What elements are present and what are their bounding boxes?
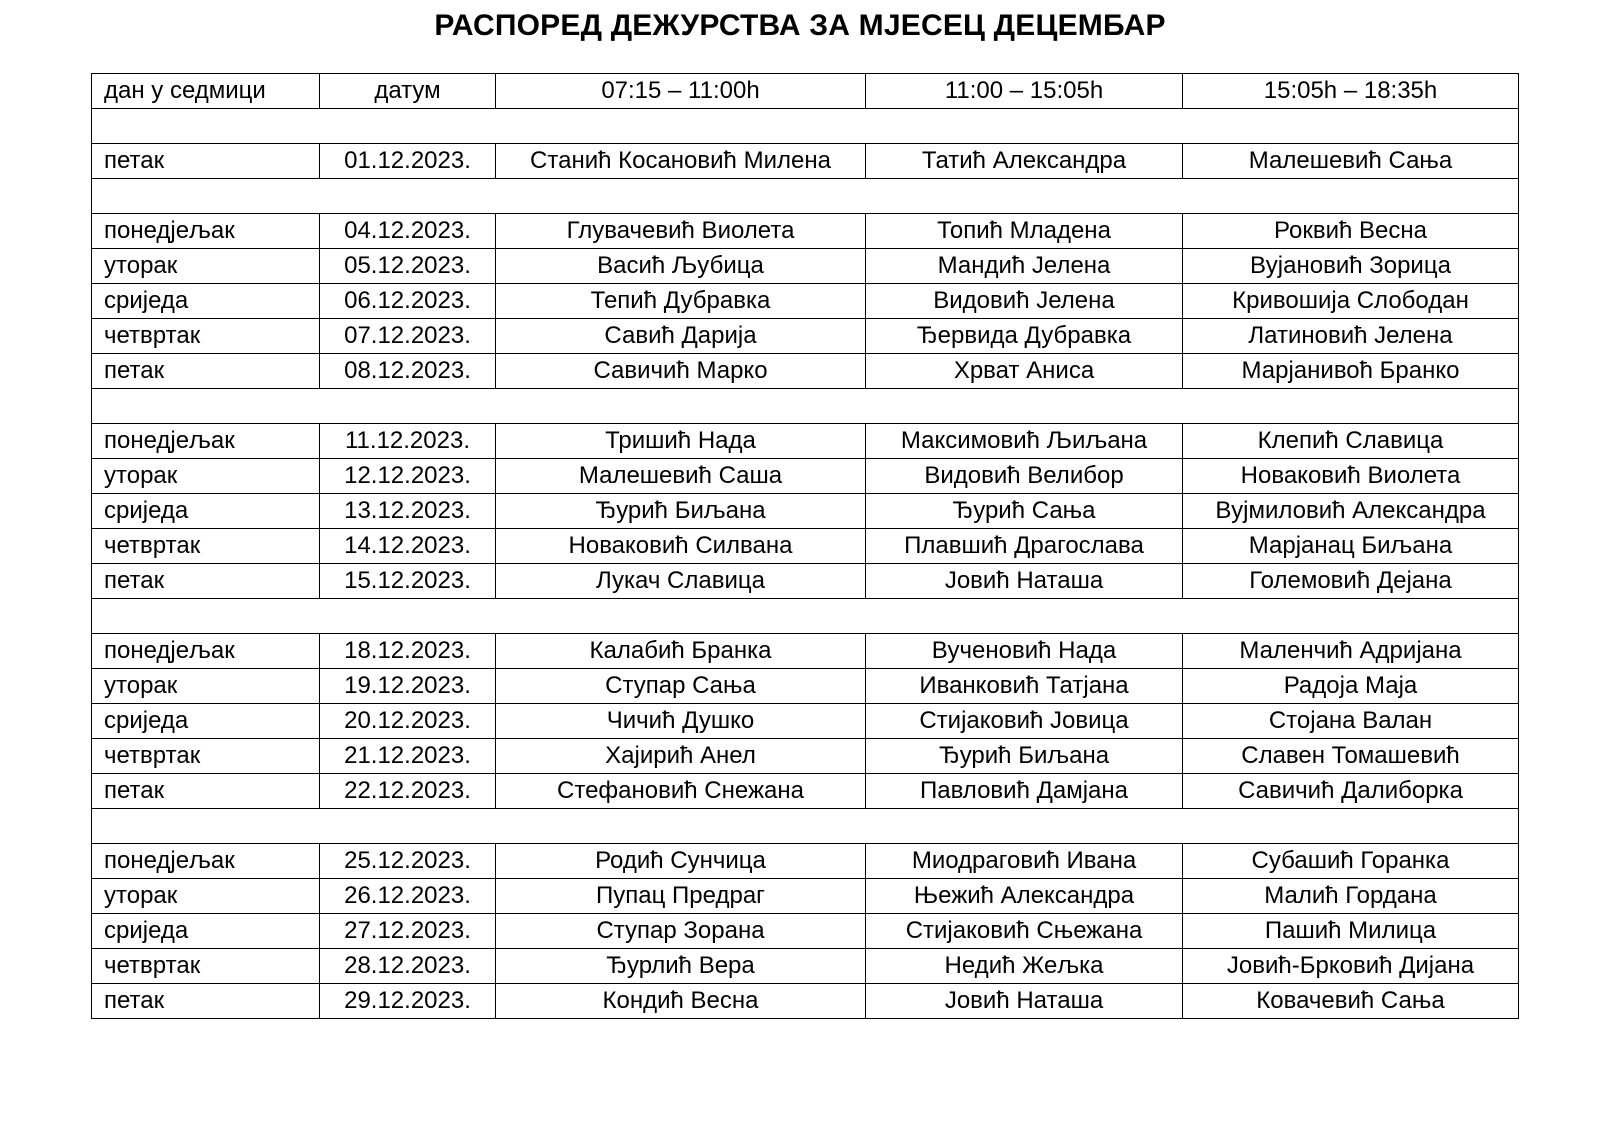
header-date: датум	[320, 74, 496, 109]
date-cell: 13.12.2023.	[320, 494, 496, 529]
day-cell: петак	[92, 984, 320, 1019]
day-cell: петак	[92, 774, 320, 809]
day-cell: уторак	[92, 249, 320, 284]
date-cell: 05.12.2023.	[320, 249, 496, 284]
shift-afternoon-cell: Субашић Горанка	[1183, 844, 1519, 879]
table-row	[92, 844, 1519, 879]
shift-morning-cell: Тепић Дубравка	[496, 284, 866, 319]
table-row	[92, 879, 1519, 914]
shift-afternoon-cell: Латиновић Јелена	[1183, 319, 1519, 354]
table-row	[92, 914, 1519, 949]
shift-morning-cell: Станић Косановић Милена	[496, 144, 866, 179]
shift-morning-cell: Ђурић Биљана	[496, 494, 866, 529]
table-row	[92, 669, 1519, 704]
table-row	[92, 319, 1519, 354]
date-cell: 29.12.2023.	[320, 984, 496, 1019]
shift-morning-cell: Ступар Зорана	[496, 914, 866, 949]
shift-afternoon-cell: Стојана Валан	[1183, 704, 1519, 739]
shift-midday-cell: Стијаковић Сњежана	[866, 914, 1183, 949]
week-separator-row	[92, 599, 1519, 634]
table-row	[92, 494, 1519, 529]
document-title: РАСПОРЕД ДЕЖУРСТВА ЗА МЈЕСЕЦ ДЕЦЕМБАР	[434, 9, 1166, 42]
shift-afternoon-cell: Јовић-Брковић Дијана	[1183, 949, 1519, 984]
week-separator-row	[92, 109, 1519, 144]
shift-midday-cell: Плавшић Драгослава	[866, 529, 1183, 564]
shift-afternoon-cell: Вујмиловић Александра	[1183, 494, 1519, 529]
shift-morning-cell: Малешевић Саша	[496, 459, 866, 494]
shift-afternoon-cell: Радоја Маја	[1183, 669, 1519, 704]
shift-afternoon-cell: Големовић Дејана	[1183, 564, 1519, 599]
table-row	[92, 564, 1519, 599]
date-cell: 28.12.2023.	[320, 949, 496, 984]
shift-midday-cell: Иванковић Татјана	[866, 669, 1183, 704]
week-separator-cell	[92, 809, 1519, 844]
table-row	[92, 739, 1519, 774]
day-cell: четвртак	[92, 949, 320, 984]
shift-morning-cell: Чичић Душко	[496, 704, 866, 739]
date-cell: 26.12.2023.	[320, 879, 496, 914]
day-cell: понедјељак	[92, 844, 320, 879]
day-cell: сриједа	[92, 704, 320, 739]
date-cell: 25.12.2023.	[320, 844, 496, 879]
shift-morning-cell: Ступар Сања	[496, 669, 866, 704]
duty-schedule-table	[91, 73, 1519, 1019]
date-cell: 27.12.2023.	[320, 914, 496, 949]
header-shift-morning: 07:15 – 11:00h	[496, 74, 866, 109]
shift-morning-cell: Новаковић Силвана	[496, 529, 866, 564]
shift-morning-cell: Тришић Нада	[496, 424, 866, 459]
shift-midday-cell: Ђурић Сања	[866, 494, 1183, 529]
week-separator-cell	[92, 389, 1519, 424]
week-separator-cell	[92, 599, 1519, 634]
day-cell: понедјељак	[92, 214, 320, 249]
table-row	[92, 214, 1519, 249]
date-cell: 19.12.2023.	[320, 669, 496, 704]
shift-afternoon-cell: Кривошија Слободан	[1183, 284, 1519, 319]
shift-morning-cell: Хајирић Анел	[496, 739, 866, 774]
table-row	[92, 424, 1519, 459]
header-shift-afternoon: 15:05h – 18:35h	[1183, 74, 1519, 109]
table-row	[92, 774, 1519, 809]
table-row	[92, 529, 1519, 564]
day-cell: сриједа	[92, 284, 320, 319]
date-cell: 15.12.2023.	[320, 564, 496, 599]
shift-afternoon-cell: Клепић Славица	[1183, 424, 1519, 459]
shift-midday-cell: Њежић Александра	[866, 879, 1183, 914]
shift-morning-cell: Пупац Предраг	[496, 879, 866, 914]
shift-afternoon-cell: Новаковић Виолета	[1183, 459, 1519, 494]
table-row	[92, 704, 1519, 739]
header-shift-midday: 11:00 – 15:05h	[866, 74, 1183, 109]
shift-afternoon-cell: Роквић Весна	[1183, 214, 1519, 249]
table-row	[92, 984, 1519, 1019]
shift-morning-cell: Стефановић Снежана	[496, 774, 866, 809]
shift-midday-cell: Вученовић Нада	[866, 634, 1183, 669]
shift-morning-cell: Лукач Славица	[496, 564, 866, 599]
shift-afternoon-cell: Вујановић Зорица	[1183, 249, 1519, 284]
day-cell: петак	[92, 564, 320, 599]
shift-midday-cell: Видовић Велибор	[866, 459, 1183, 494]
day-cell: уторак	[92, 459, 320, 494]
shift-morning-cell: Глувачевић Виолета	[496, 214, 866, 249]
table-row	[92, 284, 1519, 319]
date-cell: 08.12.2023.	[320, 354, 496, 389]
shift-afternoon-cell: Пашић Милица	[1183, 914, 1519, 949]
date-cell: 04.12.2023.	[320, 214, 496, 249]
day-cell: четвртак	[92, 319, 320, 354]
shift-afternoon-cell: Славен Томашевић	[1183, 739, 1519, 774]
shift-midday-cell: Недић Жељка	[866, 949, 1183, 984]
date-cell: 22.12.2023.	[320, 774, 496, 809]
date-cell: 21.12.2023.	[320, 739, 496, 774]
day-cell: петак	[92, 144, 320, 179]
shift-afternoon-cell: Малешевић Сања	[1183, 144, 1519, 179]
week-separator-row	[92, 389, 1519, 424]
table-row	[92, 249, 1519, 284]
day-cell: четвртак	[92, 739, 320, 774]
table-row	[92, 459, 1519, 494]
shift-afternoon-cell: Маленчић Адријана	[1183, 634, 1519, 669]
date-cell: 14.12.2023.	[320, 529, 496, 564]
day-cell: сриједа	[92, 914, 320, 949]
day-cell: уторак	[92, 669, 320, 704]
shift-morning-cell: Савић Дарија	[496, 319, 866, 354]
date-cell: 20.12.2023.	[320, 704, 496, 739]
shift-midday-cell: Хрват Аниса	[866, 354, 1183, 389]
week-separator-cell	[92, 109, 1519, 144]
week-separator-cell	[92, 179, 1519, 214]
table-body	[92, 109, 1519, 1019]
shift-midday-cell: Мандић Јелена	[866, 249, 1183, 284]
date-cell: 18.12.2023.	[320, 634, 496, 669]
week-separator-row	[92, 179, 1519, 214]
table-row	[92, 144, 1519, 179]
shift-morning-cell: Васић Љубица	[496, 249, 866, 284]
week-separator-row	[92, 809, 1519, 844]
day-cell: уторак	[92, 879, 320, 914]
table-header-row	[92, 74, 1519, 109]
shift-midday-cell: Стијаковић Јовица	[866, 704, 1183, 739]
shift-midday-cell: Јовић Наташа	[866, 564, 1183, 599]
shift-morning-cell: Калабић Бранка	[496, 634, 866, 669]
date-cell: 11.12.2023.	[320, 424, 496, 459]
shift-afternoon-cell: Савичић Далиборка	[1183, 774, 1519, 809]
day-cell: петак	[92, 354, 320, 389]
shift-afternoon-cell: Марјанивоћ Бранко	[1183, 354, 1519, 389]
shift-midday-cell: Топић Младена	[866, 214, 1183, 249]
day-cell: понедјељак	[92, 424, 320, 459]
table-row	[92, 634, 1519, 669]
shift-morning-cell: Савичић Марко	[496, 354, 866, 389]
day-cell: сриједа	[92, 494, 320, 529]
shift-morning-cell: Ђурлић Вера	[496, 949, 866, 984]
shift-midday-cell: Павловић Дамјана	[866, 774, 1183, 809]
shift-midday-cell: Татић Александра	[866, 144, 1183, 179]
shift-afternoon-cell: Ковачевић Сања	[1183, 984, 1519, 1019]
day-cell: четвртак	[92, 529, 320, 564]
shift-morning-cell: Родић Сунчица	[496, 844, 866, 879]
shift-midday-cell: Максимовић Љиљана	[866, 424, 1183, 459]
shift-afternoon-cell: Марјанац Биљана	[1183, 529, 1519, 564]
shift-afternoon-cell: Малић Гордана	[1183, 879, 1519, 914]
date-cell: 12.12.2023.	[320, 459, 496, 494]
shift-midday-cell: Јовић Наташа	[866, 984, 1183, 1019]
header-day-of-week: дан у седмици	[92, 74, 320, 109]
table-row	[92, 949, 1519, 984]
date-cell: 06.12.2023.	[320, 284, 496, 319]
date-cell: 07.12.2023.	[320, 319, 496, 354]
day-cell: понедјељак	[92, 634, 320, 669]
shift-midday-cell: Ђервида Дубравка	[866, 319, 1183, 354]
shift-midday-cell: Ђурић Биљана	[866, 739, 1183, 774]
shift-midday-cell: Видовић Јелена	[866, 284, 1183, 319]
shift-midday-cell: Миодраговић Ивана	[866, 844, 1183, 879]
date-cell: 01.12.2023.	[320, 144, 496, 179]
shift-morning-cell: Кондић Весна	[496, 984, 866, 1019]
table-row	[92, 354, 1519, 389]
